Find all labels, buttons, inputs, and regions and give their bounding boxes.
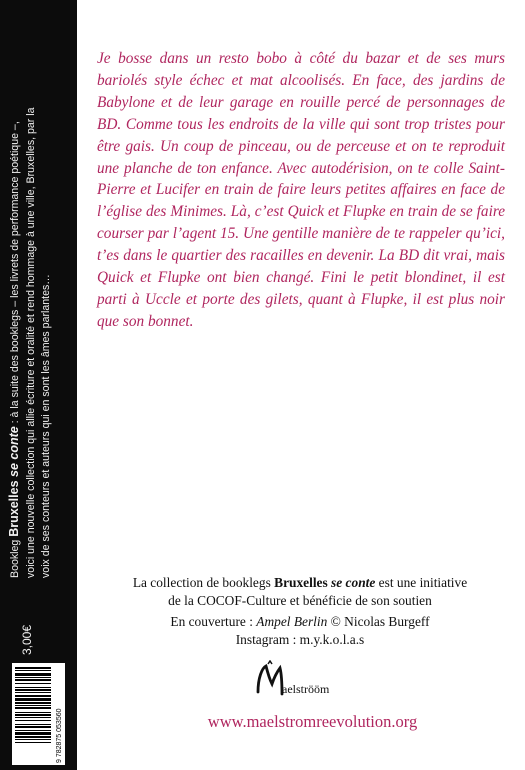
spine-line-1-suffix: : à la suite des booklegs – les livrets de performance poétique –, (9, 121, 21, 427)
credits-l1-a: La collection de booklegs (132, 575, 275, 590)
credits-brand-a: Bruxelles (274, 575, 332, 590)
barcode-bar (15, 667, 51, 669)
barcode-bar (15, 714, 51, 716)
barcode-bar (15, 720, 51, 721)
barcode-bar (15, 736, 51, 738)
spine-prefix: Bookleg (9, 536, 21, 578)
barcode-bar (15, 730, 51, 731)
isbn-digits: 9 782875 053560 (56, 708, 63, 763)
credits-block (100, 574, 500, 648)
back-cover-blurb: Je bosse dans un resto bobo à côté du bazar et de ses murs bariolés style échec et mat alcoolisés. En face, des jardins de Babylone et de leur garage en rouille percé de personnages de BD. Comme tous les endroits de la ville qui sont trop tristes pour être gais. Un coup de pinceau, ou de perceuse et on te reproduit une planche de ton enfance. Avec autodérision, on te colle Saint-Pierre et Lucifer en train de faire leurs petites affaires en face de l’église des Minimes. Là, c’est Quick et Flupke en train de se faire courser par l’agent 15. Une gentille manière de te rappeler qu’ici, t’es dans le quartier des racailles en devenir. La BD dit vrai, mais Quick et Flupke ont bien changé. Fini le petit blondinet, il est parti à Uccle et porte des gilets, quant à Flupke, il est plus noir que son bonnet. (97, 50, 505, 330)
barcode-bar (15, 673, 51, 676)
price-label: 3,00€ (20, 624, 34, 655)
logo-wordmark: aelströöm (282, 682, 330, 696)
barcode-bar (15, 726, 51, 728)
barcode-bar (15, 732, 51, 735)
barcode-bar (15, 679, 51, 681)
barcode-graphic (12, 663, 65, 765)
barcode-bar (15, 698, 51, 701)
barcode-bar (15, 707, 51, 709)
barcode-bar (15, 702, 51, 704)
publisher-logo (252, 660, 334, 700)
credits-brand-b: se conte (331, 575, 376, 590)
spine-brand-b: se conte (7, 426, 21, 477)
credits-brand (274, 575, 375, 590)
credits-line-3 (100, 613, 500, 631)
barcode-bar (15, 687, 51, 688)
barcode-bar (15, 705, 51, 706)
spine-line-2: voici une nouvelle collection qui allie écriture et oralité et rend hommage à une ville, Bruxelles, par la (24, 107, 37, 578)
barcode-bar (15, 724, 51, 725)
credits-line-2: de la COCOF-Culture et bénéficie de son soutien (168, 592, 432, 608)
barcode-bar (15, 692, 51, 693)
barcode-bar (15, 677, 51, 678)
barcode-bar (15, 683, 51, 684)
spine-line-3: voix de ses conteurs et auteurs qui en sont les âmes parlantes… (40, 274, 52, 578)
book-spine-band (0, 0, 77, 770)
barcode-bar (15, 670, 51, 671)
barcode-bar (15, 742, 51, 743)
barcode-bar (15, 689, 51, 691)
credits-l3-a: En couverture : (170, 614, 257, 629)
barcode-bar (15, 695, 51, 697)
spine-brand-a: Bruxelles (7, 477, 21, 537)
credits-l3-b: © Nicolas Burgeff (327, 614, 430, 629)
credits-l1-b: est une initiative (375, 575, 468, 590)
barcode-bar (15, 717, 51, 718)
credits-line-1 (100, 574, 500, 592)
barcode-bar (15, 712, 51, 713)
maelstrom-logo-icon (252, 660, 334, 700)
cover-art-title: Ampel Berlin (256, 614, 328, 629)
credits-line-4: Instagram : m.y.k.o.l.a.s (235, 631, 365, 647)
price-holder (0, 0, 77, 770)
isbn-barcode (12, 663, 65, 765)
barcode-bar (15, 739, 51, 740)
publisher-url[interactable]: www.maelstromreevolution.org (207, 712, 418, 731)
